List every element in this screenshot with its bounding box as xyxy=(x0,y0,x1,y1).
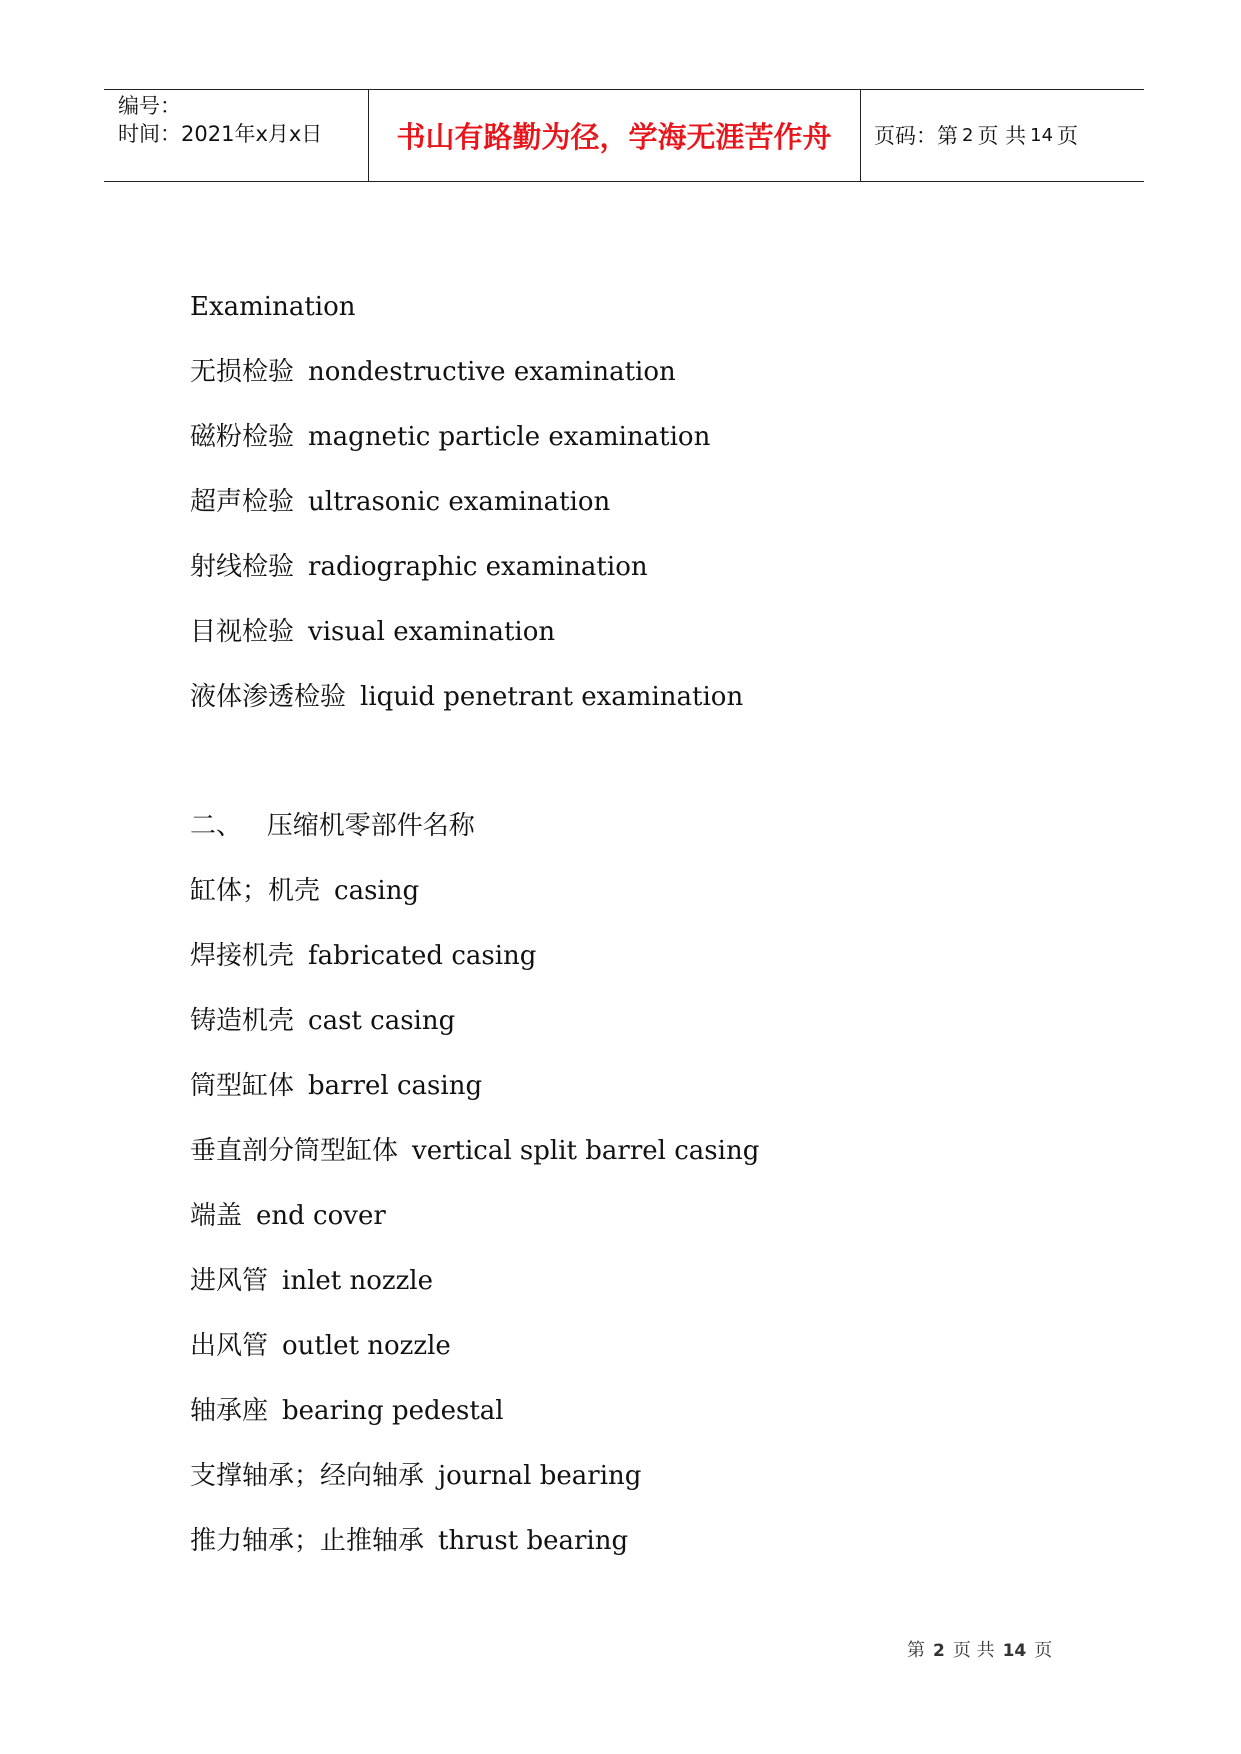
part-line xyxy=(190,1524,628,1558)
part-zh: 轴承座 xyxy=(190,1396,269,1426)
part-en: inlet nozzle xyxy=(282,1266,433,1296)
header-page-suffix: 页 xyxy=(1057,124,1079,148)
part-en: journal bearing xyxy=(438,1461,642,1491)
part-line xyxy=(190,1004,455,1038)
part-line xyxy=(190,1069,482,1103)
part-zh: 缸体；机壳 xyxy=(190,876,321,906)
term-line xyxy=(190,680,743,714)
header-time-label: 时间：2021年x月x日 xyxy=(118,122,323,146)
term-en: nondestructive examination xyxy=(308,357,676,387)
document-header xyxy=(104,89,1144,182)
term-line xyxy=(190,615,555,649)
term-en: visual examination xyxy=(308,617,556,647)
header-page-info xyxy=(874,90,1078,180)
header-number-label: 编号： xyxy=(118,94,181,118)
part-line xyxy=(190,1329,451,1363)
part-zh: 推力轴承；止推轴承 xyxy=(190,1526,425,1556)
part-en: cast casing xyxy=(308,1006,456,1036)
header-page-current: 2 xyxy=(962,124,974,146)
header-divider xyxy=(860,90,861,181)
part-line xyxy=(190,1394,504,1428)
term-zh: 射线检验 xyxy=(190,552,295,582)
term-en: liquid penetrant examination xyxy=(360,682,744,712)
part-en: vertical split barrel casing xyxy=(412,1136,760,1166)
part-line xyxy=(190,1134,759,1168)
header-motto: 书山有路勤为径，学海无涯苦作舟 xyxy=(396,119,832,154)
header-page-total: 14 xyxy=(1030,124,1054,146)
part-en: barrel casing xyxy=(308,1071,483,1101)
footer-mid: 页 共 xyxy=(952,1640,995,1661)
page-footer xyxy=(907,1636,1052,1662)
part-zh: 垂直剖分筒型缸体 xyxy=(190,1136,399,1166)
term-line xyxy=(190,420,710,454)
header-meta xyxy=(118,92,322,148)
section-heading: 二、 压缩机零部件名称 xyxy=(190,811,475,841)
footer-suffix: 页 xyxy=(1034,1640,1053,1661)
part-en: fabricated casing xyxy=(308,941,537,971)
part-en: end cover xyxy=(256,1201,386,1231)
term-line xyxy=(190,290,356,324)
part-zh: 支撑轴承；经向轴承 xyxy=(190,1461,425,1491)
header-page-mid: 页 共 xyxy=(977,124,1027,148)
part-zh: 铸造机壳 xyxy=(190,1006,295,1036)
term-zh: 目视检验 xyxy=(190,617,295,647)
part-zh: 焊接机壳 xyxy=(190,941,295,971)
part-line xyxy=(190,874,419,908)
term-line xyxy=(190,355,676,389)
term-en: radiographic examination xyxy=(308,552,648,582)
part-en: casing xyxy=(334,876,420,906)
part-en: thrust bearing xyxy=(438,1526,629,1556)
footer-page-total: 14 xyxy=(1002,1641,1027,1661)
term-zh: 磁粉检验 xyxy=(190,422,295,452)
part-zh: 筒型缸体 xyxy=(190,1071,295,1101)
part-zh: 出风管 xyxy=(190,1331,269,1361)
part-line xyxy=(190,939,536,973)
part-line xyxy=(190,1459,641,1493)
term-en: Examination xyxy=(190,292,356,322)
part-line xyxy=(190,1199,386,1233)
term-zh: 无损检验 xyxy=(190,357,295,387)
part-zh: 进风管 xyxy=(190,1266,269,1296)
part-zh: 端盖 xyxy=(190,1201,243,1231)
footer-page-current: 2 xyxy=(933,1641,945,1661)
term-zh: 液体渗透检验 xyxy=(190,682,347,712)
part-en: outlet nozzle xyxy=(282,1331,451,1361)
header-page-prefix: 页码：第 xyxy=(874,124,958,148)
footer-prefix: 第 xyxy=(907,1640,925,1661)
term-line xyxy=(190,485,610,519)
term-en: magnetic particle examination xyxy=(308,422,711,452)
part-line xyxy=(190,1264,433,1298)
term-line xyxy=(190,550,648,584)
term-en: ultrasonic examination xyxy=(308,487,611,517)
term-zh: 超声检验 xyxy=(190,487,295,517)
part-en: bearing pedestal xyxy=(282,1396,504,1426)
